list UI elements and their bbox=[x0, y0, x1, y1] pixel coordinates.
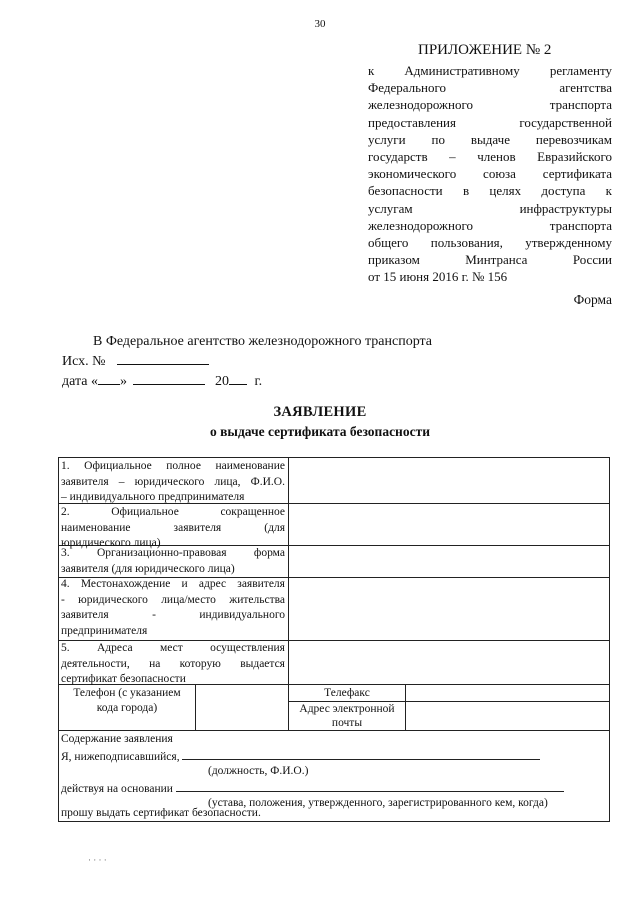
row5-label-line: деятельности, на которую выдается bbox=[61, 657, 285, 670]
document-title: ЗАЯВЛЕНИЕ bbox=[273, 404, 367, 420]
reference-number-line bbox=[62, 351, 209, 370]
reference-number-field[interactable] bbox=[117, 351, 209, 365]
footer-mark: · · · · bbox=[88, 855, 107, 865]
appendix-text-line: экономического союза сертификата bbox=[368, 166, 612, 182]
row-official-short-name bbox=[61, 505, 285, 552]
row1-label-line: – индивидуального предпринимателя bbox=[61, 491, 245, 503]
email-value[interactable] bbox=[407, 703, 607, 729]
basis-line bbox=[61, 779, 601, 798]
appendix-text-line: Федерального агентства bbox=[368, 80, 612, 96]
row4-label-line: заявителя - индивидуального bbox=[61, 609, 285, 621]
fax-value[interactable] bbox=[407, 686, 607, 700]
reference-label: Исх. № bbox=[62, 354, 106, 369]
row4-label-line: - юридического лица/место жительства bbox=[61, 593, 285, 606]
date-year-label: 20 bbox=[214, 374, 229, 389]
activity-addresses-value[interactable] bbox=[292, 641, 606, 683]
signer-line bbox=[61, 747, 601, 766]
phone-value[interactable] bbox=[197, 686, 286, 728]
appendix-text-line: к Административному регламенту bbox=[368, 63, 612, 78]
date-day-field[interactable] bbox=[98, 371, 120, 385]
appendix-text bbox=[368, 62, 612, 285]
address-value[interactable] bbox=[292, 578, 606, 638]
row2-label-line: 2. Официальное сокращенное bbox=[61, 506, 285, 518]
official-full-name-value[interactable] bbox=[292, 459, 606, 501]
date-line bbox=[62, 371, 262, 390]
appendix-text-line: приказом Минтранса России bbox=[368, 252, 612, 268]
request-text: прошу выдать сертификат безопасности. bbox=[61, 807, 261, 819]
document-subtitle: о выдаче сертификата безопасности bbox=[210, 424, 430, 439]
recipient-line: В Федеральное агентство железнодорожного транспорта bbox=[93, 334, 433, 349]
appendix-text-line: государств – членов Евразийского bbox=[368, 148, 612, 164]
row3-label-line: 3. Организационно-правовая форма bbox=[61, 547, 285, 559]
basis-caption: (устава, положения, утвержденного, зарегистрированного кем, когда) bbox=[208, 797, 548, 809]
date-mid: » bbox=[119, 374, 127, 389]
appendix-text-line: услугам инфраструктуры bbox=[368, 200, 612, 216]
basis-prefix: действуя на основании bbox=[61, 783, 173, 795]
appendix-text-line: железнодорожного транспорта bbox=[368, 97, 612, 113]
row2-label-line: юридического лица) bbox=[61, 537, 161, 549]
row5-label-line: 5. Адреса мест осуществления bbox=[61, 642, 285, 654]
row4-label-line: 4. Местонахождение и адрес заявителя bbox=[61, 578, 285, 590]
phone-label: Телефон (с указанием кода города) bbox=[73, 687, 181, 714]
date-month-field[interactable] bbox=[133, 371, 205, 385]
date-year-field[interactable] bbox=[229, 371, 247, 385]
content-heading: Содержание заявления bbox=[61, 733, 173, 745]
signer-prefix: Я, нижеподписавшийся, bbox=[61, 751, 180, 763]
page-number: 30 bbox=[314, 18, 326, 30]
row-activity-addresses bbox=[61, 641, 285, 688]
appendix-text-line: предоставления государственной bbox=[368, 114, 612, 130]
row4-label-line: предпринимателя bbox=[61, 624, 148, 637]
legal-form-value[interactable] bbox=[292, 546, 606, 576]
appendix-text-line: общего пользования, утвержденному bbox=[368, 234, 612, 250]
signer-caption: (должность, Ф.И.О.) bbox=[208, 765, 309, 777]
email-label: Адрес электронной почты bbox=[299, 703, 395, 729]
official-short-name-value[interactable] bbox=[292, 505, 606, 543]
signer-field[interactable] bbox=[182, 747, 540, 760]
appendix-text-line: от 15 июня 2016 г. № 156 bbox=[368, 269, 508, 285]
row5-label-line: сертификат безопасности bbox=[61, 673, 186, 685]
date-suffix: г. bbox=[254, 374, 263, 389]
row1-label-line: заявителя – юридического лица, Ф.И.О. bbox=[61, 475, 285, 488]
row2-label-line: наименование заявителя (для bbox=[61, 521, 285, 534]
form-label: Форма bbox=[573, 292, 612, 307]
appendix-text-line: безопасности в целях доступа к bbox=[368, 183, 612, 199]
appendix-title: ПРИЛОЖЕНИЕ № 2 bbox=[418, 42, 552, 58]
row3-label-line: заявителя (для юридического лица) bbox=[61, 562, 235, 575]
appendix-text-line: услуги по выдаче перевозчикам bbox=[368, 131, 612, 147]
fax-label: Телефакс bbox=[324, 687, 370, 699]
date-prefix: дата « bbox=[62, 374, 98, 389]
row1-label-line: 1. Официальное полное наименование bbox=[61, 460, 285, 472]
row-address bbox=[61, 577, 285, 639]
row-legal-form bbox=[61, 546, 285, 577]
row-official-full-name bbox=[61, 459, 285, 506]
appendix-text-line: железнодорожного транспорта bbox=[368, 217, 612, 233]
basis-field[interactable] bbox=[176, 779, 564, 792]
